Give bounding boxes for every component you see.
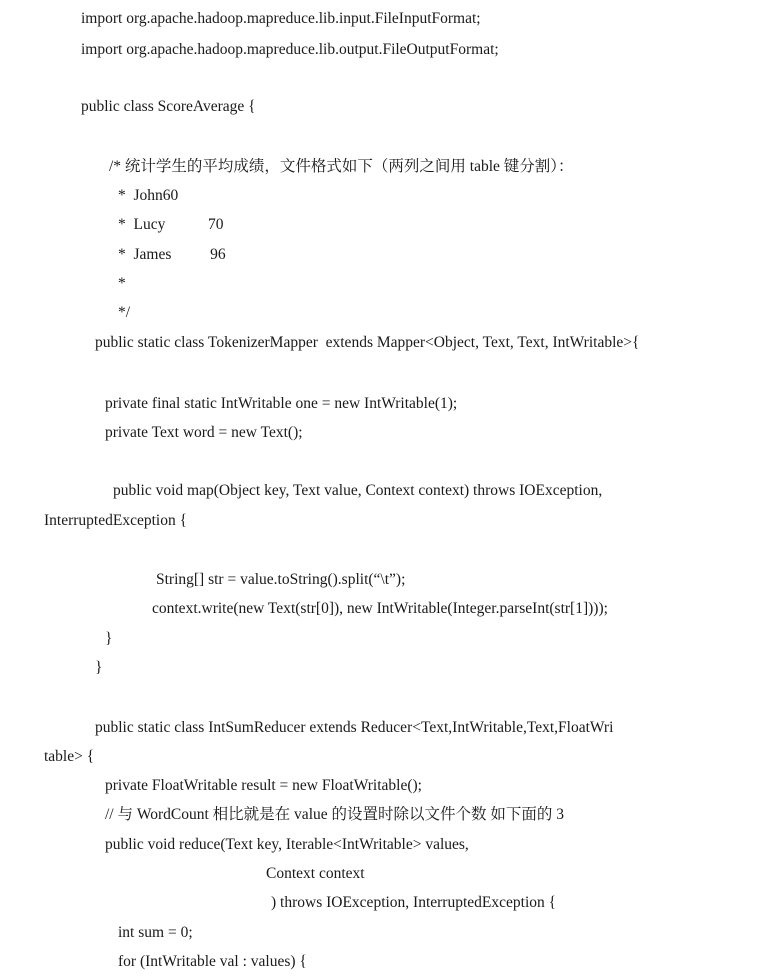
code-comment-line: // 与 WordCount 相比就是在 value 的设置时除以文件个数 如下面的 3: [105, 806, 564, 823]
code-line: String[] str = value.toString().split(“\t”);: [156, 571, 406, 588]
code-comment-line: * Lucy 70: [118, 216, 224, 233]
code-line: for (IntWritable val : values) {: [118, 953, 307, 970]
code-line: int sum = 0;: [118, 924, 193, 941]
code-comment-line: */: [118, 304, 131, 321]
code-line: Context context: [266, 865, 365, 882]
code-comment-line: /* 统计学生的平均成绩，文件格式如下（两列之间用 table 键分割）：: [109, 158, 574, 175]
code-line: ) throws IOException, InterruptedException {: [271, 894, 557, 911]
code-comment-line: * James 96: [118, 246, 226, 263]
code-line: }: [105, 630, 113, 647]
code-line: import org.apache.hadoop.mapreduce.lib.output.FileOutputFormat;: [81, 41, 499, 58]
code-line: public void map(Object key, Text value, Context context) throws IOException,: [113, 482, 603, 499]
code-line: InterruptedException {: [44, 512, 188, 529]
code-line: }: [95, 659, 103, 676]
code-line: import org.apache.hadoop.mapreduce.lib.input.FileInputFormat;: [81, 10, 481, 27]
code-line: context.write(new Text(str[0]), new IntWritable(Integer.parseInt(str[1])));: [152, 600, 608, 617]
code-comment-line: *: [118, 275, 126, 292]
code-line: public void reduce(Text key, Iterable<IntWritable> values,: [105, 836, 469, 853]
code-line: private Text word = new Text();: [105, 424, 303, 441]
code-line: public static class TokenizerMapper extends Mapper<Object, Text, Text, IntWritable>{: [95, 334, 640, 351]
code-line: private final static IntWritable one = new IntWritable(1);: [105, 395, 458, 412]
code-line: private FloatWritable result = new FloatWritable();: [105, 777, 422, 794]
code-line: public class ScoreAverage {: [81, 98, 256, 115]
code-comment-line: * John60: [118, 187, 179, 204]
code-line: public static class IntSumReducer extends Reducer<Text,IntWritable,Text,FloatWri: [95, 719, 614, 736]
code-line: table> {: [44, 748, 95, 765]
